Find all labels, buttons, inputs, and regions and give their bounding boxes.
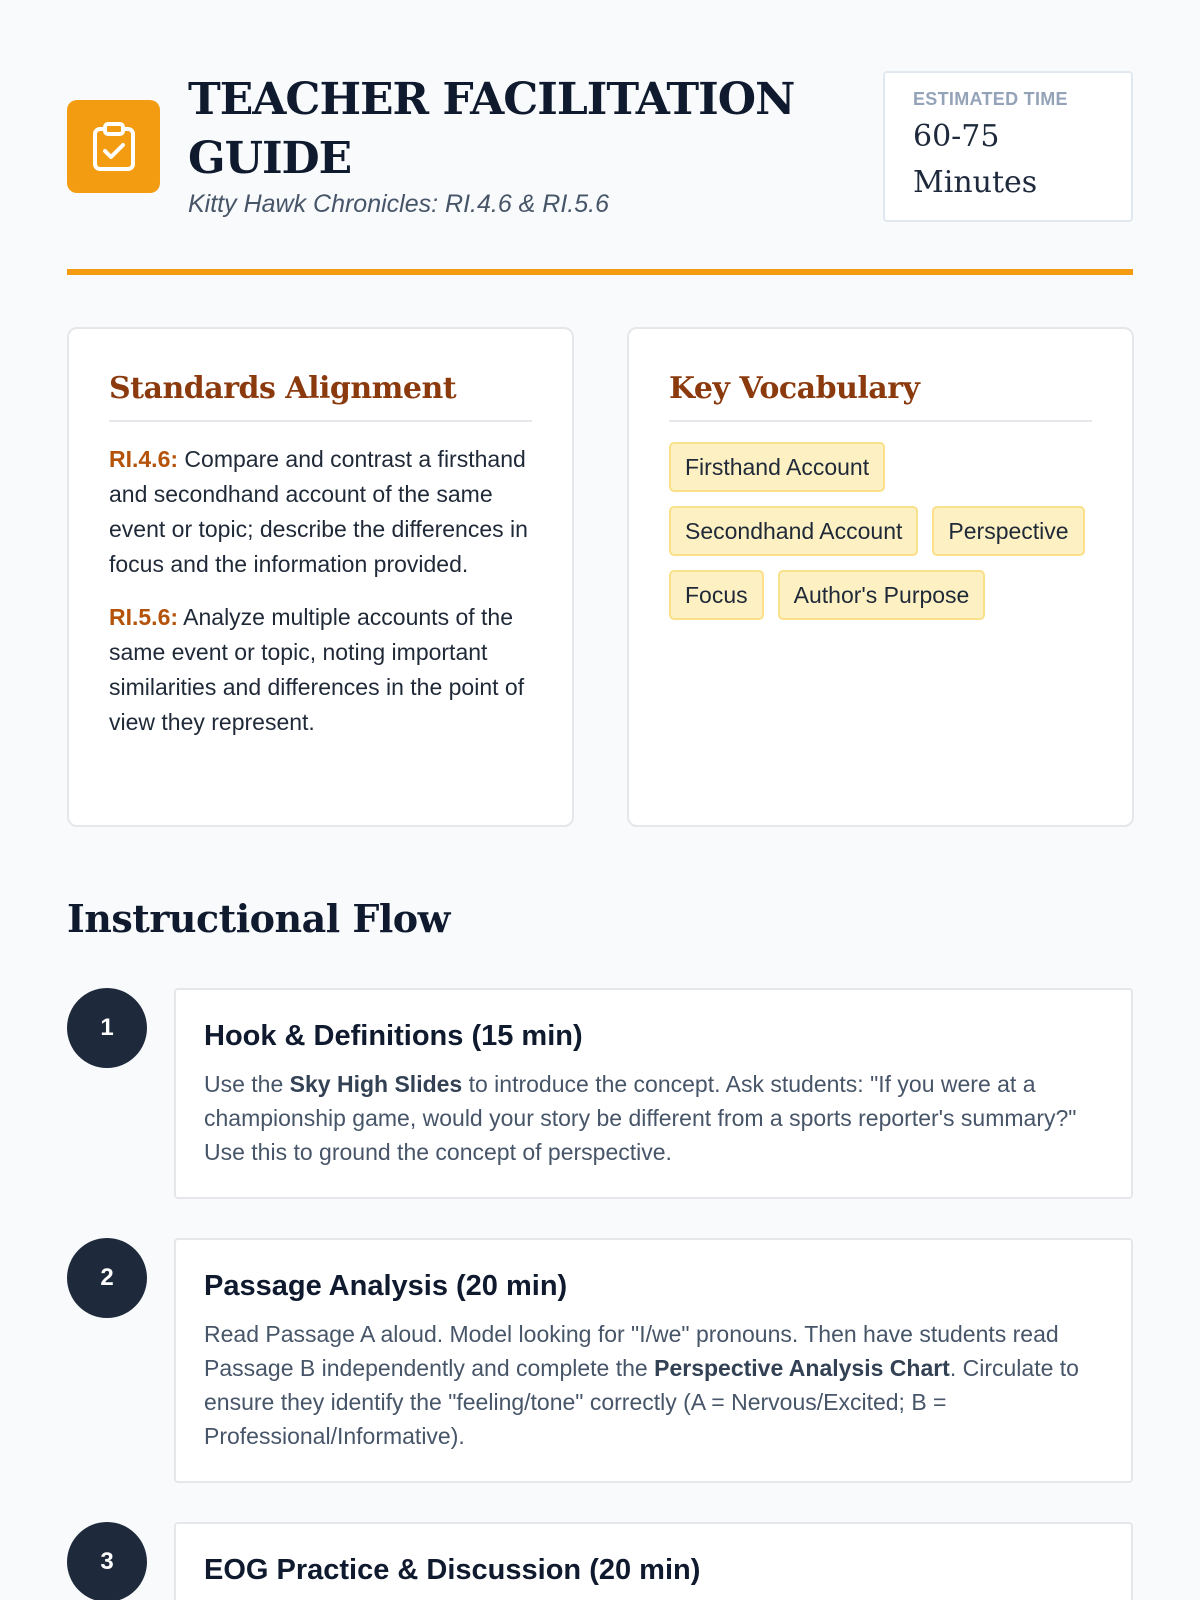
instructional-flow-title: Instructional Flow [67,896,450,941]
step-title: EOG Practice & Discussion (20 min) [204,1554,701,1586]
estimated-time-box [883,71,1133,222]
standard-text: Analyze multiple accounts of the same event or topic, noting important similarities and differences in the point of view they represent. [109,604,525,735]
step-title: Passage Analysis (20 min) [204,1270,568,1302]
step-number-badge: 2 [67,1238,147,1318]
vocab-term: Secondhand Account [669,506,918,556]
step-description [204,1067,1103,1169]
step-description [204,1317,1103,1453]
standards-card [67,327,574,827]
standard-item [109,442,532,582]
vocabulary-title: Key Vocabulary [669,371,1092,422]
header-text [188,70,828,219]
vocab-term: Author's Purpose [778,570,986,620]
page-title: TEACHER FACILITATION GUIDE [188,74,795,184]
step-emphasis: Perspective Analysis Chart [654,1355,950,1381]
step-card [174,988,1133,1199]
step-number-badge: 1 [67,988,147,1068]
estimated-time-label: ESTIMATED TIME [913,89,1068,109]
step-text: . Circulate to ensure they identify the "feeling/tone" correctly (A = Nervous/Excited; B = Professional/Informative). [204,1355,1079,1449]
estimated-time-value: 60-75 Minutes [913,119,1038,200]
step-number-badge: 3 [67,1522,147,1600]
info-cards [67,327,1133,827]
guide-header [67,0,1133,275]
vocabulary-card [627,327,1134,827]
standard-code: RI.5.6: [109,604,179,630]
page-subtitle: Kitty Hawk Chronicles: RI.4.6 & RI.5.6 [188,190,609,218]
vocab-term: Focus [669,570,764,620]
step-title: Hook & Definitions (15 min) [204,1020,583,1052]
clipboard-check-icon [67,100,160,193]
vocab-term: Firsthand Account [669,442,885,492]
vocab-term: Perspective [932,506,1084,556]
step-text: to introduce the concept. Ask students: "If you were at a championship game, would your story be different from a sports reporter's summary?" Use this to ground the concept of perspective. [204,1071,1077,1165]
standard-text: Compare and contrast a firsthand and secondhand account of the same event or topic; describe the differences in focus and the information provided. [109,446,528,577]
step-card [174,1522,1133,1600]
vocabulary-list [669,442,1099,634]
step-text: Read Passage A aloud. Model looking for "I/we" pronouns. Then have students read Passage B independently and complete the [204,1321,1059,1381]
step-emphasis: Sky High Slides [289,1071,463,1097]
standard-item [109,600,532,740]
step-card [174,1238,1133,1483]
facilitation-guide-page [67,0,1133,1586]
step-text: Use the [204,1071,290,1097]
standards-title: Standards Alignment [109,371,532,422]
standard-code: RI.4.6: [109,446,179,472]
